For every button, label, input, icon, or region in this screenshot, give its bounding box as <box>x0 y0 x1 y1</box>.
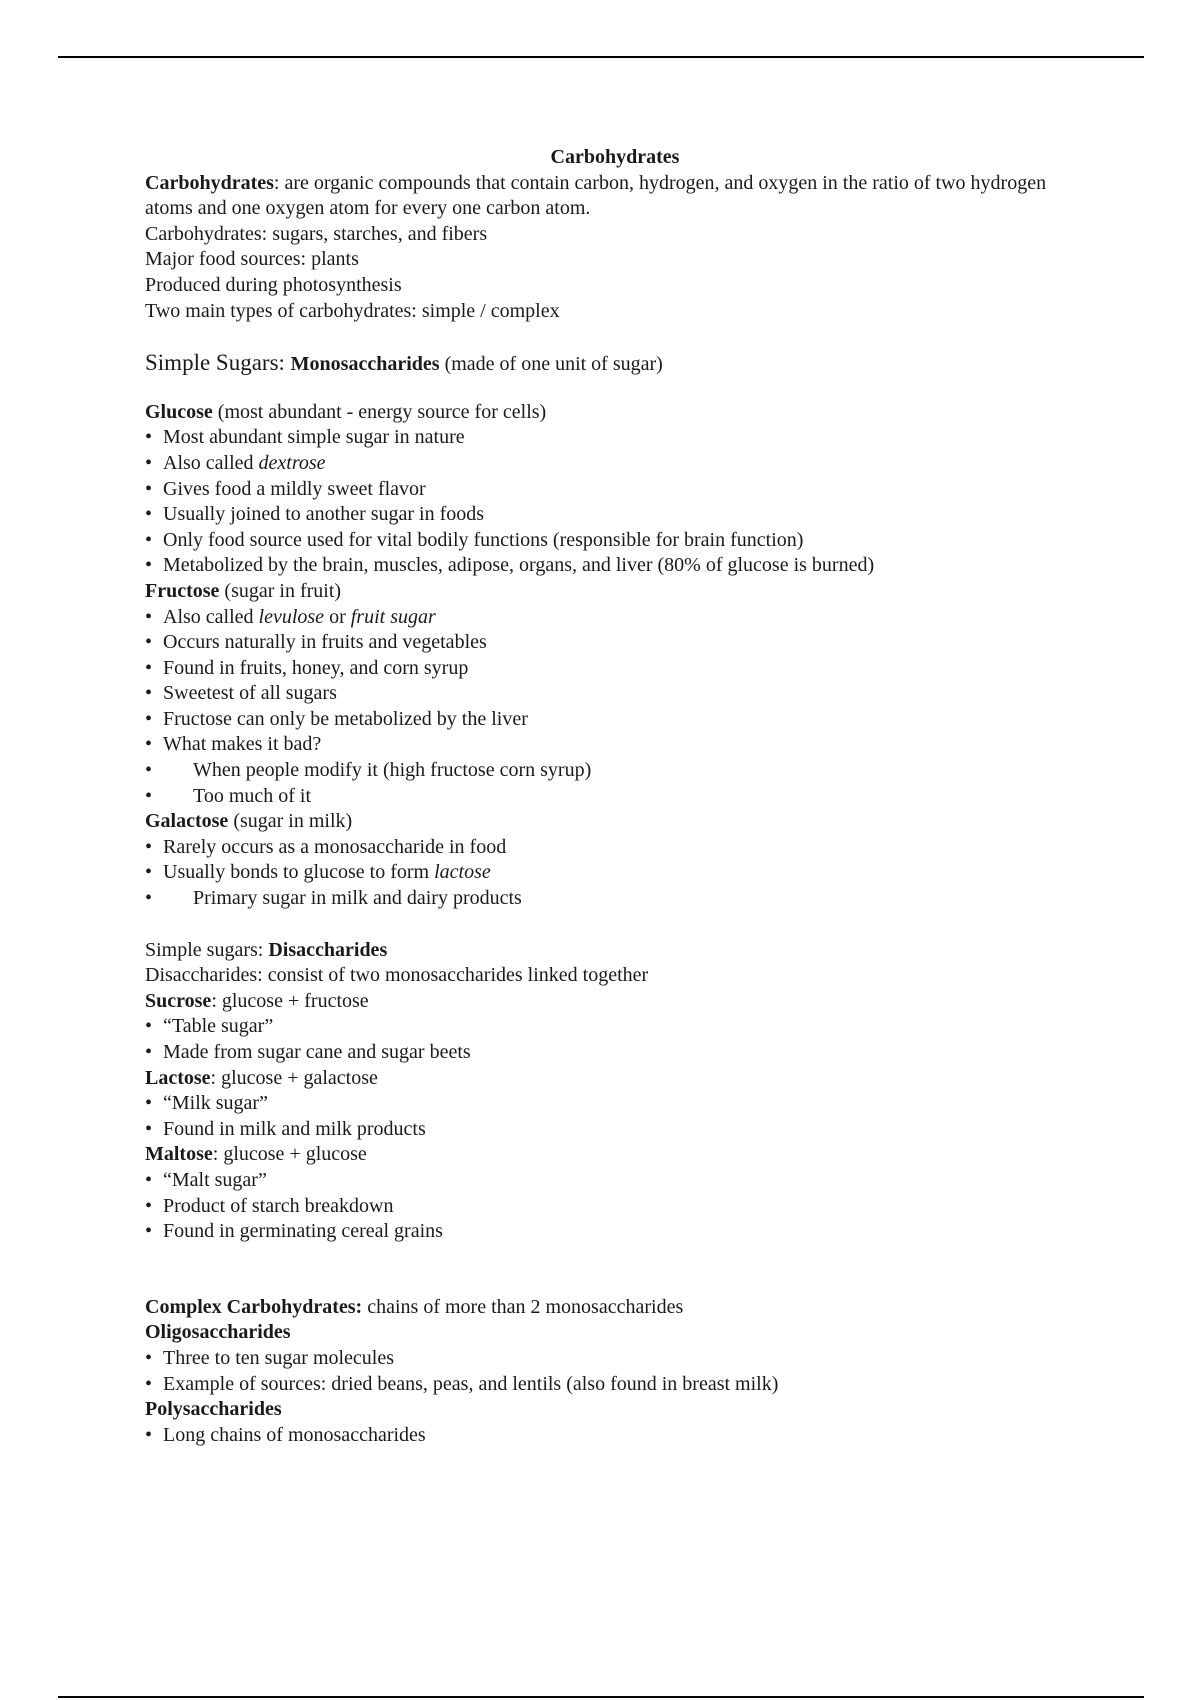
list-item: • Found in germinating cereal grains <box>145 1219 1085 1245</box>
formula: : glucose + glucose <box>212 1143 367 1166</box>
intro-line: Produced during photosynthesis <box>145 273 402 296</box>
term: Maltose <box>145 1143 213 1166</box>
heading-prefix: Simple sugars: <box>145 938 269 961</box>
note: (sugar in milk) <box>228 810 353 833</box>
disaccharides-heading <box>145 938 1085 964</box>
list-item: • Too much of it <box>145 784 1085 810</box>
italic-term: dextrose <box>258 451 326 474</box>
lactose-heading <box>145 1066 1085 1092</box>
monosaccharides-heading <box>145 350 1085 378</box>
term: Glucose <box>145 400 213 423</box>
heading-bold: Monosaccharides <box>290 353 440 376</box>
list-item: • Also called levulose or fruit sugar <box>145 605 1085 631</box>
list-item: • What makes it bad? <box>145 732 1085 758</box>
carbohydrates-definition <box>145 171 1085 222</box>
list-item: • Found in fruits, honey, and corn syrup <box>145 656 1085 682</box>
list-item: • “Table sugar” <box>145 1014 1085 1040</box>
definition-text: : are organic compounds that contain carbon, hydrogen, and oxygen in the ratio of two hydrogen atoms and one oxygen atom for every one carbon atom. <box>145 171 1047 220</box>
list-item: • Only food source used for vital bodily functions (responsible for brain function) <box>145 528 1085 554</box>
term: Complex Carbohydrates: <box>145 1295 363 1318</box>
italic-term: lactose <box>434 861 491 884</box>
list-item: • Metabolized by the brain, muscles, adipose, organs, and liver (80% of glucose is burned) <box>145 553 1085 579</box>
list-item: • Three to ten sugar molecules <box>145 1346 1085 1372</box>
list-item: • Product of starch breakdown <box>145 1194 1085 1220</box>
polysaccharides-heading: Polysaccharides <box>145 1398 282 1421</box>
list-item: • Occurs naturally in fruits and vegetables <box>145 630 1085 656</box>
intro-line: Two main types of carbohydrates: simple / complex <box>145 299 560 322</box>
heading-prefix: Simple Sugars: <box>145 350 291 376</box>
list-item: • Usually joined to another sugar in foods <box>145 502 1085 528</box>
note: (sugar in fruit) <box>219 579 342 602</box>
italic-term: fruit sugar <box>350 605 436 628</box>
disaccharides-definition: Disaccharides: consist of two monosaccharides linked together <box>145 964 649 987</box>
list-item: • Fructose can only be metabolized by the liver <box>145 707 1085 733</box>
formula: : glucose + fructose <box>211 989 369 1012</box>
document-page <box>145 145 1085 1448</box>
note: (most abundant - energy source for cells) <box>212 400 547 423</box>
complex-carbohydrates-heading <box>145 1295 1085 1321</box>
list-item: • “Milk sugar” <box>145 1091 1085 1117</box>
list-item: • Example of sources: dried beans, peas, and lentils (also found in breast milk) <box>145 1372 1085 1398</box>
list-item: • When people modify it (high fructose corn syrup) <box>145 758 1085 784</box>
term: Fructose <box>145 579 220 602</box>
definition-term: Carbohydrates <box>145 171 274 194</box>
term: Sucrose <box>145 989 212 1012</box>
list-item: • Usually bonds to glucose to form lactose <box>145 860 1085 886</box>
term: Lactose <box>145 1066 211 1089</box>
sucrose-heading <box>145 989 1085 1015</box>
italic-term: levulose <box>258 605 325 628</box>
term: Galactose <box>145 810 229 833</box>
list-item: • Most abundant simple sugar in nature <box>145 425 1085 451</box>
top-rule <box>58 56 1144 58</box>
list-item: • Rarely occurs as a monosaccharide in food <box>145 835 1085 861</box>
bottom-rule <box>58 1696 1144 1698</box>
glucose-heading <box>145 400 1085 426</box>
oligosaccharides-heading: Oligosaccharides <box>145 1321 291 1344</box>
heading-suffix: (made of one unit of sugar) <box>439 353 663 376</box>
maltose-heading <box>145 1142 1085 1168</box>
list-item: • Primary sugar in milk and dairy products <box>145 886 1085 912</box>
list-item: • Found in milk and milk products <box>145 1117 1085 1143</box>
list-item: • “Malt sugar” <box>145 1168 1085 1194</box>
formula: : glucose + galactose <box>210 1066 378 1089</box>
list-item: • Also called dextrose <box>145 451 1085 477</box>
list-item: • Long chains of monosaccharides <box>145 1423 1085 1449</box>
heading-bold: Disaccharides <box>268 938 388 961</box>
fructose-heading <box>145 579 1085 605</box>
galactose-heading <box>145 809 1085 835</box>
list-item: • Sweetest of all sugars <box>145 681 1085 707</box>
list-item: • Gives food a mildly sweet flavor <box>145 477 1085 503</box>
note: chains of more than 2 monosaccharides <box>362 1295 684 1318</box>
intro-line: Carbohydrates: sugars, starches, and fibers <box>145 222 488 245</box>
page-title: Carbohydrates <box>550 146 680 168</box>
intro-line: Major food sources: plants <box>145 248 359 271</box>
list-item: • Made from sugar cane and sugar beets <box>145 1040 1085 1066</box>
